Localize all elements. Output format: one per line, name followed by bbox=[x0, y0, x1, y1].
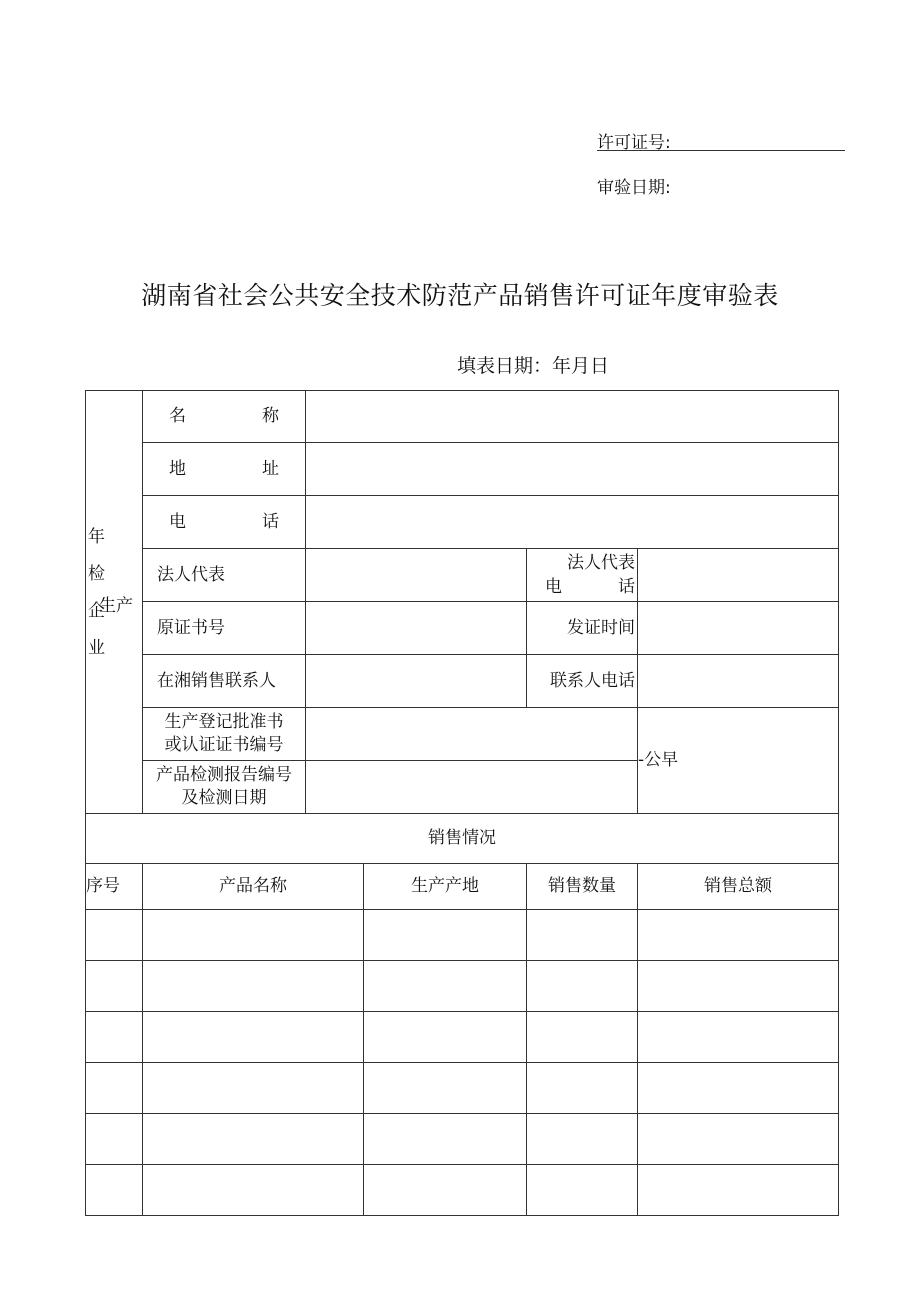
table-row bbox=[86, 961, 839, 1012]
table-cell[interactable] bbox=[143, 1063, 364, 1114]
col-header-index: 序号 bbox=[86, 864, 143, 910]
phone-label: 电 话 bbox=[143, 496, 306, 549]
table-cell[interactable] bbox=[86, 1012, 143, 1063]
table-row bbox=[86, 1165, 839, 1216]
issue-time-field[interactable] bbox=[638, 602, 839, 655]
table-cell[interactable] bbox=[527, 1063, 638, 1114]
col-header-total: 销售总额 bbox=[638, 864, 839, 910]
col-header-quantity: 销售数量 bbox=[527, 864, 638, 910]
name-field[interactable] bbox=[306, 391, 839, 443]
sales-section-header: 销售情况 bbox=[86, 814, 839, 864]
stamp-cell bbox=[638, 708, 839, 814]
table-cell[interactable] bbox=[638, 910, 839, 961]
fill-date-label: 填表日期：年月日 bbox=[457, 355, 610, 377]
table-cell[interactable] bbox=[143, 910, 364, 961]
table-cell[interactable] bbox=[86, 1063, 143, 1114]
registration-label: 生产登记批准书 或认证证书编号 bbox=[143, 708, 306, 761]
table-row bbox=[86, 1012, 839, 1063]
name-label: 名 称 bbox=[143, 391, 306, 443]
enterprise-group-cell bbox=[86, 391, 143, 814]
table-cell[interactable] bbox=[638, 1063, 839, 1114]
audit-form-table bbox=[85, 390, 839, 1216]
address-label: 地 址 bbox=[143, 443, 306, 496]
col-header-origin: 生产产地 bbox=[364, 864, 527, 910]
permit-number-label: 许可证号: bbox=[597, 128, 845, 151]
table-cell[interactable] bbox=[86, 961, 143, 1012]
table-cell[interactable] bbox=[143, 1165, 364, 1216]
table-cell[interactable] bbox=[364, 1165, 527, 1216]
contact-phone-label: 联系人电话 bbox=[527, 655, 638, 708]
issue-time-label: 发证时间 bbox=[527, 602, 638, 655]
table-cell[interactable] bbox=[638, 1012, 839, 1063]
test-report-field[interactable] bbox=[306, 761, 638, 814]
original-cert-label: 原证书号 bbox=[143, 602, 306, 655]
address-field[interactable] bbox=[306, 443, 839, 496]
table-cell[interactable] bbox=[86, 910, 143, 961]
col-header-product-name: 产品名称 bbox=[143, 864, 364, 910]
table-row bbox=[86, 1063, 839, 1114]
table-cell[interactable] bbox=[364, 1012, 527, 1063]
audit-date-label: 审验日期: bbox=[597, 178, 671, 198]
legal-rep-label: 法人代表 bbox=[143, 549, 306, 602]
table-cell[interactable] bbox=[143, 1012, 364, 1063]
table-cell[interactable] bbox=[364, 961, 527, 1012]
original-cert-field[interactable] bbox=[306, 602, 527, 655]
contact-field[interactable] bbox=[306, 655, 527, 708]
table-cell[interactable] bbox=[86, 1165, 143, 1216]
contact-label: 在湘销售联系人 bbox=[143, 655, 306, 708]
page-title: 湖南省社会公共安全技术防范产品销售许可证年度审验表 bbox=[141, 281, 779, 310]
stamp-text: -公早 bbox=[638, 750, 679, 771]
table-cell[interactable] bbox=[86, 1114, 143, 1165]
table-row bbox=[86, 910, 839, 961]
table-cell[interactable] bbox=[638, 1114, 839, 1165]
table-cell[interactable] bbox=[638, 1165, 839, 1216]
legal-rep-phone-field[interactable] bbox=[638, 549, 839, 602]
group-label-production: 生产 bbox=[99, 596, 133, 616]
table-cell[interactable] bbox=[527, 1012, 638, 1063]
table-cell[interactable] bbox=[364, 910, 527, 961]
phone-field[interactable] bbox=[306, 496, 839, 549]
contact-phone-field[interactable] bbox=[638, 655, 839, 708]
table-cell[interactable] bbox=[527, 1165, 638, 1216]
test-report-label: 产品检测报告编号 及检测日期 bbox=[143, 761, 306, 814]
table-cell[interactable] bbox=[527, 910, 638, 961]
legal-rep-field[interactable] bbox=[306, 549, 527, 602]
table-cell[interactable] bbox=[527, 961, 638, 1012]
table-cell[interactable] bbox=[143, 1114, 364, 1165]
table-cell[interactable] bbox=[527, 1114, 638, 1165]
table-row bbox=[86, 1114, 839, 1165]
legal-rep-phone-label: 法人代表 电 话 bbox=[527, 549, 638, 602]
registration-field[interactable] bbox=[306, 708, 638, 761]
table-cell[interactable] bbox=[143, 961, 364, 1012]
table-cell[interactable] bbox=[638, 961, 839, 1012]
table-cell[interactable] bbox=[364, 1063, 527, 1114]
group-label-vertical: 年 检 企 业 bbox=[88, 527, 105, 658]
table-cell[interactable] bbox=[364, 1114, 527, 1165]
